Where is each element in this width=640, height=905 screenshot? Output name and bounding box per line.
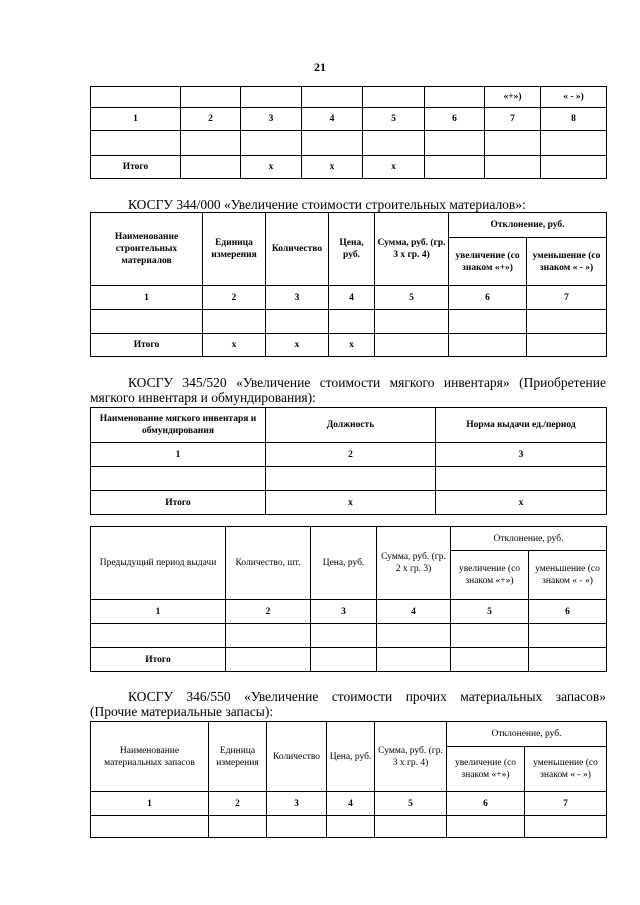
col-qty-header: Количество — [267, 722, 327, 792]
column-number: 1 — [91, 443, 266, 467]
col-dec-header: уменьшение (со знаком « - ») — [529, 551, 607, 600]
table-344 — [90, 212, 607, 357]
col-unit-header: Единица измерения — [203, 213, 266, 286]
column-number: 2 — [266, 443, 436, 467]
column-number: 4 — [327, 792, 375, 816]
table-continued — [90, 86, 607, 179]
section-344-heading — [128, 197, 608, 212]
col-sum-header: Сумма, руб. (гр. 2 х гр. 3) — [377, 527, 451, 600]
column-number: 7 — [525, 792, 607, 816]
col-price-header: Цена, руб. — [327, 722, 375, 792]
col-dec-header: уменьшение (со знаком « - ») — [527, 238, 607, 286]
x-mark: х — [302, 156, 363, 179]
col-name-header: Наименование материальных запасов — [91, 722, 209, 792]
table-346 — [90, 721, 607, 838]
table-345-norms — [90, 407, 607, 515]
col-sum-header: Сумма, руб. (гр. 3 х гр. 4) — [375, 213, 449, 286]
column-number: 3 — [436, 443, 607, 467]
column-number: 1 — [91, 108, 181, 131]
col-qty-header: Количество — [266, 213, 329, 286]
column-number: 3 — [267, 792, 327, 816]
column-number: 6 — [449, 286, 527, 310]
col-norm-header: Норма выдачи ед./период — [436, 408, 607, 443]
column-number: 3 — [241, 108, 302, 131]
column-number: 7 — [485, 108, 541, 131]
column-number: 5 — [363, 108, 425, 131]
col-period-header: Предыдущий период выдачи — [91, 527, 226, 600]
col-qty-header: Количество, шт. — [226, 527, 311, 600]
column-number: 8 — [541, 108, 607, 131]
col-inc-header: увеличение (со знаком «+») — [451, 551, 529, 600]
col-dev-header: Отклонение, руб. — [447, 722, 607, 747]
col-inc-header: увеличение (со знаком «+») — [449, 238, 527, 286]
header-cell: «+») — [485, 87, 541, 108]
x-mark: х — [329, 334, 375, 357]
col-inc-header: увеличение (со знаком «+») — [447, 747, 525, 792]
header-cell: « - ») — [541, 87, 607, 108]
col-position-header: Должность — [266, 408, 436, 443]
col-name-header: Наименование мягкого инвентаря и обмундирования — [91, 408, 266, 443]
column-number: 4 — [302, 108, 363, 131]
col-dec-header: уменьшение (со знаком « - ») — [525, 747, 607, 792]
col-sum-header: Сумма, руб. (гр. 3 х гр. 4) — [375, 722, 447, 792]
table-345-issuance — [90, 526, 607, 672]
total-label: Итого — [91, 334, 203, 357]
column-number: 6 — [447, 792, 525, 816]
column-number: 4 — [329, 286, 375, 310]
x-mark: х — [363, 156, 425, 179]
column-number: 3 — [311, 600, 377, 624]
section-title-line2: (Прочие материальные запасы): — [90, 704, 274, 719]
total-label: Итого — [91, 491, 266, 515]
column-number: 5 — [375, 286, 449, 310]
column-number: 3 — [266, 286, 329, 310]
col-dev-header: Отклонение, руб. — [449, 213, 607, 238]
col-unit-header: Единица измерения — [209, 722, 267, 792]
column-number: 7 — [527, 286, 607, 310]
page-number: 21 — [314, 60, 326, 74]
column-number: 2 — [209, 792, 267, 816]
x-mark: х — [266, 334, 329, 357]
col-dev-header: Отклонение, руб. — [451, 527, 607, 551]
section-title-line2: мягкого инвентаря и обмундирования): — [90, 390, 316, 405]
column-number: 6 — [425, 108, 485, 131]
kosgu-code: КОСГУ 344/000 — [128, 197, 221, 212]
column-number: 2 — [226, 600, 311, 624]
column-number: 5 — [375, 792, 447, 816]
section-title-line1: КОСГУ 346/550 «Увеличение стоимости прочих материальных запасов» — [128, 689, 606, 704]
column-number: 1 — [91, 600, 226, 624]
column-number: 4 — [377, 600, 451, 624]
column-number: 1 — [91, 792, 209, 816]
column-number: 5 — [451, 600, 529, 624]
section-345-heading — [90, 375, 606, 405]
column-number: 2 — [181, 108, 241, 131]
x-mark: х — [241, 156, 302, 179]
x-mark: х — [203, 334, 266, 357]
total-label: Итого — [91, 648, 226, 672]
col-name-header: Наименование строительных материалов — [91, 213, 203, 286]
column-number: 1 — [91, 286, 203, 310]
section-title-line1: КОСГУ 345/520 «Увеличение стоимости мягкого инвентаря» (Приобретение — [128, 375, 606, 390]
col-price-header: Цена, руб. — [329, 213, 375, 286]
section-346-heading — [90, 689, 606, 719]
x-mark: х — [266, 491, 436, 515]
section-title: «Увеличение стоимости строительных материалов»: — [223, 197, 526, 212]
x-mark: х — [436, 491, 607, 515]
column-number: 2 — [203, 286, 266, 310]
column-number: 6 — [529, 600, 607, 624]
total-label: Итого — [91, 156, 181, 179]
col-price-header: Цена, руб. — [311, 527, 377, 600]
